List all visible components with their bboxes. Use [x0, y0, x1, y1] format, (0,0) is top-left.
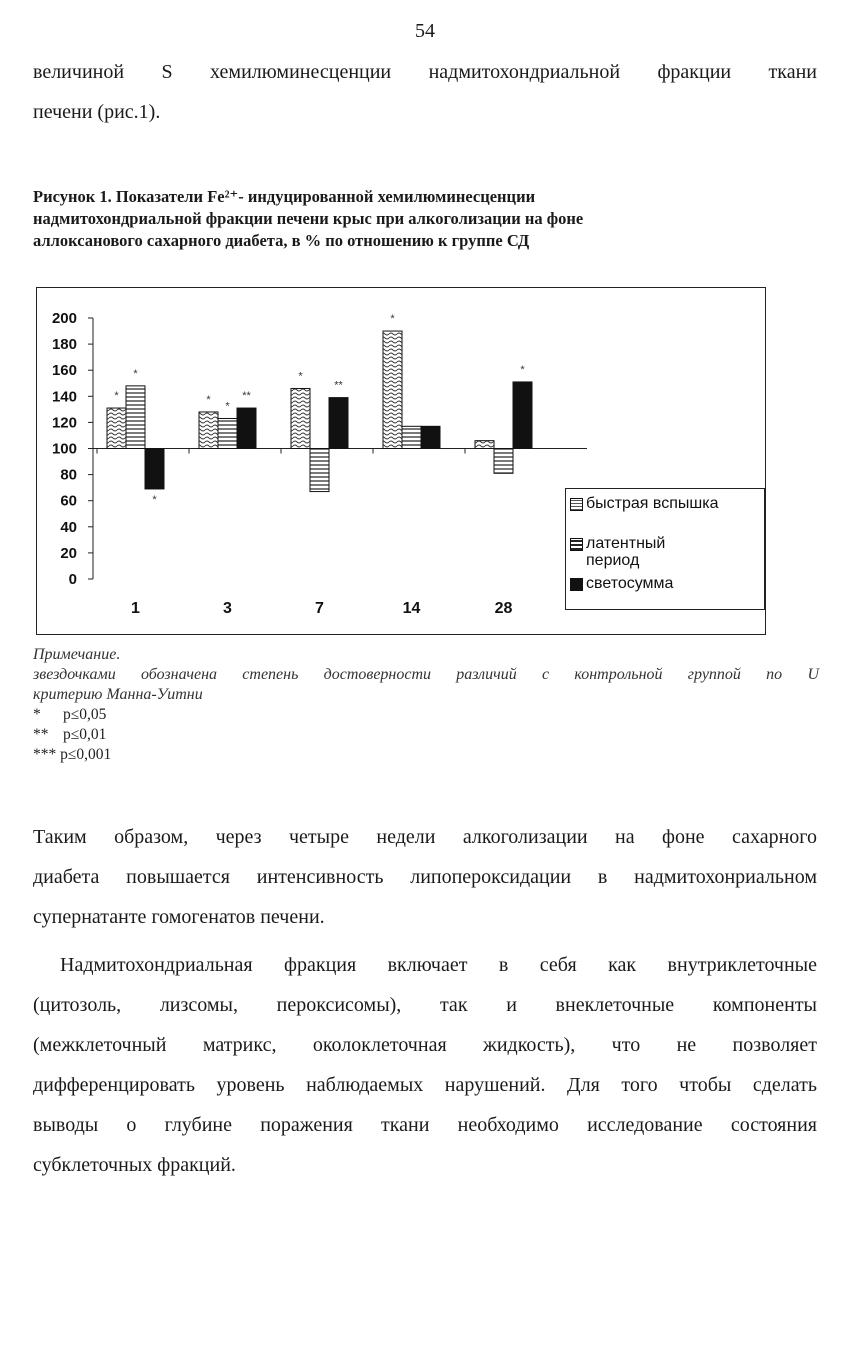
note-title: Примечание.: [33, 646, 121, 663]
y-tick-label: 120: [51, 414, 77, 432]
note-text-line-1: звездочками обозначена степень достоверности различий с контрольной группой по U: [33, 666, 819, 683]
legend-label-latent-2: период: [586, 552, 640, 569]
significance-mark: *: [133, 367, 138, 380]
caption-line-2: надмитохондриальной фракции печени крыс при алкоголизации на фоне: [33, 209, 584, 228]
bar-solid-7: [329, 398, 348, 449]
legend-swatch-solid: [570, 578, 583, 591]
bar-wave-7: [291, 388, 310, 448]
sig-text-3: p≤0,001: [60, 746, 112, 763]
bar-solid-28: [513, 382, 532, 449]
y-tick-label: 60: [60, 492, 77, 510]
chart-frame: [36, 287, 766, 635]
legend-item-latent-period: [570, 535, 665, 569]
y-tick-label: 160: [51, 362, 77, 380]
y-tick-label: 200: [51, 310, 77, 327]
significance-mark: *: [225, 400, 230, 413]
legend-label-light-sum: светосумма: [586, 575, 674, 592]
significance-mark: **: [334, 379, 343, 392]
y-tick-label: 80: [60, 466, 77, 484]
y-tick-label: 140: [51, 388, 77, 406]
body-p2-line-2: (цитозоль, лизсомы, пероксисомы), так и внеклеточные компоненты: [33, 994, 817, 1016]
body-p1-line-3: супернатанте гомогенатов печени.: [33, 906, 325, 928]
bar-solid-3: [237, 408, 256, 448]
bar-solid-1: [145, 449, 164, 489]
x-category-label: 28: [494, 600, 513, 617]
bar-lines-1: [126, 386, 145, 449]
caption-line-3: аллоксанового сахарного диабета, в % по отношению к группе СД: [33, 231, 530, 250]
significance-row-1: [33, 705, 819, 725]
body-p2-line-4: дифференцировать уровень наблюдаемых нарушений. Для того чтобы сделать: [33, 1074, 817, 1096]
significance-mark: **: [242, 390, 251, 403]
x-category-label: 7: [315, 600, 324, 617]
legend-label-latent-1: латентный: [586, 535, 666, 552]
significance-row-3: [33, 745, 819, 765]
significance-mark: *: [114, 390, 119, 403]
significance-mark: *: [298, 370, 303, 383]
bar-lines-7: [310, 449, 329, 492]
intro-line-2: печени (рис.1).: [33, 101, 161, 123]
legend-label-fast-flash: быстрая вспышка: [586, 495, 719, 512]
intro-line-1: величиной S хемилюминесценции надмитохондриальной фракции ткани: [33, 61, 817, 83]
body-p2-line-6: субклеточных фракций.: [33, 1154, 236, 1176]
body-p2-line-1: Надмитохондриальная фракция включает в себя как внутриклеточные: [60, 954, 817, 976]
body-p1-line-1: Таким образом, через четыре недели алкоголизации на фоне сахарного: [33, 826, 817, 848]
y-tick-label: 20: [60, 544, 77, 562]
bar-wave-1: [107, 408, 126, 448]
page-number: 54: [415, 20, 435, 42]
note-text-line-2: критерию Манна-Уитни: [33, 686, 203, 703]
sig-text-1: p≤0,05: [63, 706, 107, 723]
significance-mark: *: [520, 363, 525, 376]
sig-mark-1: *: [33, 706, 41, 723]
caption-line-1: Рисунок 1. Показатели Fe²⁺- индуцированной хемилюминесценции: [33, 187, 536, 206]
bar-wave-14: [383, 331, 402, 448]
y-tick-label: 0: [68, 571, 77, 588]
x-category-label: 3: [223, 600, 232, 617]
significance-mark: *: [152, 493, 157, 506]
bar-lines-14: [402, 426, 421, 448]
legend-swatch-lines: [570, 538, 583, 551]
bar-lines-3: [218, 418, 237, 448]
sig-text-2: p≤0,01: [63, 726, 107, 743]
body-p2-line-5: выводы о глубине поражения ткани необходимо исследование состояния: [33, 1114, 817, 1136]
y-tick-label: 40: [60, 518, 77, 536]
figure-note: [33, 645, 819, 765]
bar-solid-14: [421, 426, 440, 448]
sig-mark-3: ***: [33, 746, 57, 763]
bar-lines-28: [494, 449, 513, 474]
x-category-label: 14: [402, 600, 421, 617]
significance-mark: *: [206, 393, 211, 406]
figure-caption: [33, 186, 823, 252]
y-tick-label: 180: [51, 336, 77, 354]
x-category-label: 1: [131, 600, 140, 617]
legend-item-light-sum: [570, 575, 673, 592]
chart-legend: [565, 488, 765, 610]
significance-row-2: [33, 725, 819, 745]
legend-item-fast-flash: [570, 495, 718, 512]
significance-mark: *: [390, 313, 395, 326]
body-p2-line-3: (межклеточный матрикс, околоклеточная жидкость), что не позволяет: [33, 1034, 817, 1056]
sig-mark-2: **: [33, 726, 49, 743]
y-tick-label: 100: [51, 440, 77, 458]
bar-wave-28: [475, 441, 494, 449]
bar-wave-3: [199, 412, 218, 449]
body-p1-line-2: диабета повышается интенсивность липопероксидации в надмитохонриальном: [33, 866, 817, 888]
legend-swatch-wave: [570, 498, 583, 511]
